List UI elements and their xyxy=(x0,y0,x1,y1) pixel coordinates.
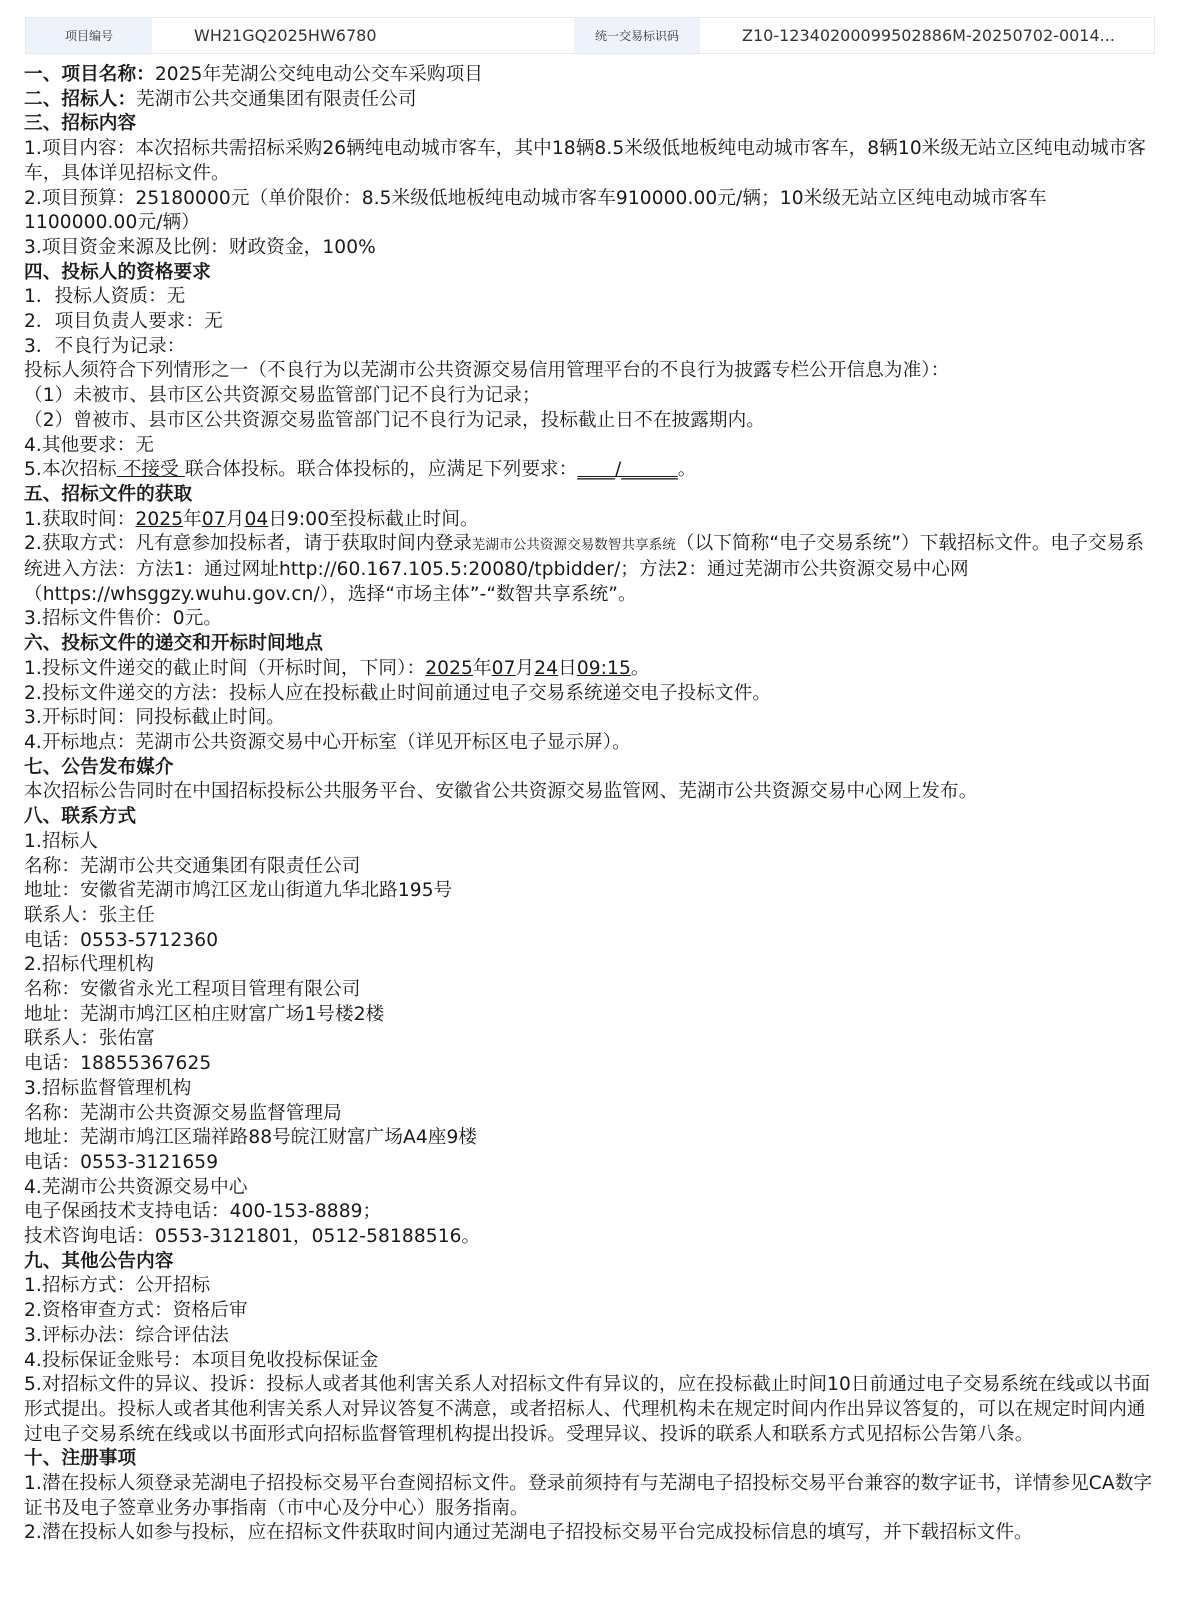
header-bar xyxy=(25,17,1155,54)
section-1 xyxy=(24,63,1160,88)
deadline-end: 。 xyxy=(630,657,650,679)
contact-line: 电话：0553-5712360 xyxy=(24,929,219,951)
bad-record-item: 3．不良行为记录： xyxy=(24,335,186,357)
obtain-month: 07 xyxy=(201,508,226,530)
qualification-item: 1．投标人资质：无 xyxy=(24,286,186,308)
contact-line: 名称：芜湖市公共交通集团有限责任公司 xyxy=(24,855,361,877)
section-6-title: 六、投标文件的递交和开标时间地点 xyxy=(24,633,324,655)
project-no-label: 项目编号 xyxy=(26,18,152,53)
section-8-title: 八、联系方式 xyxy=(24,806,137,828)
deadline-year-unit: 年 xyxy=(472,657,492,679)
deadline-month: 07 xyxy=(491,657,516,679)
obtain-method xyxy=(24,532,1160,607)
contact-line: 地址：安徽省芜湖市鸠江区龙山街道九华北路195号 xyxy=(24,880,453,902)
contact-line: 名称：芜湖市公共资源交易监督管理局 xyxy=(24,1102,342,1124)
opening-time: 3.开标时间：同投标截止时间。 xyxy=(24,707,285,729)
media-item: 本次招标公告同时在中国招标投标公共服务平台、安徽省公共资源交易监管网、芜湖市公共资源交易中心网上发布。 xyxy=(24,781,978,803)
project-name: 2025年芜湖公交纯电动公交车采购项目 xyxy=(154,64,483,85)
contact-line: 联系人：张佑富 xyxy=(24,1028,155,1050)
contact-line: 4.芜湖市公共资源交易中心 xyxy=(24,1176,248,1198)
tenderer-name: 芜湖市公共交通集团有限责任公司 xyxy=(136,88,417,110)
obtain-time-end: 日9:00至投标截止时间。 xyxy=(268,508,479,530)
section-5-title: 五、招标文件的获取 xyxy=(24,483,193,505)
other-item: 1.招标方式：公开招标 xyxy=(24,1275,211,1297)
deadline xyxy=(24,657,1160,682)
contact-line: 地址：芜湖市鸠江区瑞祥路88号皖江财富广场A4座9楼 xyxy=(24,1127,478,1149)
contact-line: 电话：0553-3121659 xyxy=(24,1151,219,1173)
other-requirements: 4.其他要求：无 xyxy=(24,434,155,456)
doc-price: 3.招标文件售价：0元。 xyxy=(24,608,223,630)
deadline-time: 09:15 xyxy=(576,657,631,679)
obtain-method-post: （以下简称“电子交易系统”）下载招标文件。电子交易系统进入方法：方法1：通过网址http://60.167.105.5:20080/tpbidder/；方法2：通过芜湖市公共资源交易中心网（https://whsggzy.wuhu.gov.cn/），选择“市场主体”-“数智共享系统”。 xyxy=(24,533,1145,605)
contact-line: 2.招标代理机构 xyxy=(24,954,155,976)
contact-line: 1.招标人 xyxy=(24,830,99,852)
obtain-method-pre: 2.获取方式：凡有意参加投标者，请于获取时间内登录 xyxy=(24,533,472,555)
consortium-mid: 联合体投标。联合体投标的，应满足下列要求： xyxy=(184,459,578,481)
trade-code-label: 统一交易标识码 xyxy=(574,18,700,53)
section-1-label: 一、项目名称： xyxy=(24,64,155,85)
submit-method: 2.投标文件递交的方法：投标人应在投标截止时间前通过电子交易系统递交电子投标文件。 xyxy=(24,682,771,704)
consortium-pre: 5.本次招标 xyxy=(24,459,117,481)
system-name: 芜湖市公共资源交易数智共享系统 xyxy=(471,537,676,554)
bad-record-desc: 投标人须符合下列情形之一（不良行为以芜湖市公共资源交易信用管理平台的不良行为披露专栏公开信息为准）： xyxy=(24,360,950,382)
other-item: 5.对招标文件的异议、投诉：投标人或者其他利害关系人对招标文件有异议的，应在投标截止时间10日前通过电子交易系统在线或以书面形式提出。投标人或者其他利害关系人对异议答复不满意，或者招标人、代理机构未在规定时间内作出异议答复的，可以在规定时间内通过电子交易系统在线或以书面形式向招标监督管理机构提出投诉。受理异议、投诉的联系人和联系方式见招标公告第八条。 xyxy=(24,1374,1151,1445)
register-item: 2.潜在投标人如参与投标，应在招标文件获取时间内通过芜湖电子招投标交易平台完成投标信息的填写，并下载招标文件。 xyxy=(24,1522,1033,1544)
section-10-title: 十、注册事项 xyxy=(24,1448,137,1470)
obtain-time xyxy=(24,508,1160,533)
budget-item: 2.项目预算：25180000元（单价限价：8.5米级低地板纯电动城市客车910000.00元/辆；10米级无站立区纯电动城市客车1100000.00元/辆） xyxy=(24,187,1047,234)
consortium-item xyxy=(24,458,1160,483)
obtain-time-pre: 1.获取时间： xyxy=(24,508,136,530)
trade-code-value: Z10-12340200099502886M-20250702-0014... xyxy=(742,26,1115,45)
opening-place: 4.开标地点：芜湖市公共资源交易中心开标室（详见开标区电子显示屏）。 xyxy=(24,731,631,753)
deadline-day: 24 xyxy=(534,657,559,679)
project-no-value: WH21GQ2025HW6780 xyxy=(194,26,377,45)
contact-line: 地址：芜湖市鸠江区柏庄财富广场1号楼2楼 xyxy=(24,1003,385,1025)
section-3-title: 三、招标内容 xyxy=(24,113,137,135)
consortium-end: 。 xyxy=(677,459,697,481)
manager-item: 2．项目负责人要求：无 xyxy=(24,311,223,333)
section-4-title: 四、投标人的资格要求 xyxy=(24,261,211,283)
bad-record-case-1: （1）未被市、县市区公共资源交易监管部门记不良行为记录； xyxy=(24,385,541,407)
announcement-body xyxy=(24,63,1160,1546)
section-2-label: 二、招标人： xyxy=(24,88,137,110)
contact-line: 电话：18855367625 xyxy=(24,1053,212,1075)
other-item: 4.投标保证金账号：本项目免收投标保证金 xyxy=(24,1349,379,1371)
register-item: 1.潜在投标人须登录芜湖电子招投标交易平台查阅招标文件。登录前须持有与芜湖电子招投标交易平台兼容的数字证书，详情参见CA数字证书及电子签章业务办事指南（市中心及分中心）服务指南。 xyxy=(24,1473,1153,1519)
contact-line: 名称：安徽省永光工程项目管理有限公司 xyxy=(24,979,361,1001)
consortium-blank: ____/______ xyxy=(577,459,678,481)
obtain-year: 2025 xyxy=(135,508,184,530)
other-item: 3.评标办法：综合评估法 xyxy=(24,1324,229,1346)
consortium-accept: 不接受 xyxy=(116,459,185,481)
section-7-title: 七、公告发布媒介 xyxy=(24,756,174,778)
obtain-year-unit: 年 xyxy=(183,508,202,530)
deadline-year: 2025 xyxy=(425,657,473,679)
contact-line: 联系人：张主任 xyxy=(24,904,155,926)
contact-line: 3.招标监督管理机构 xyxy=(24,1077,192,1099)
section-2 xyxy=(24,88,1160,113)
bad-record-case-2: （2）曾被市、县市区公共资源交易监管部门记不良行为记录，投标截止日不在披露期内。 xyxy=(24,409,765,431)
funding-item: 3.项目资金来源及比例：财政资金，100% xyxy=(24,236,376,258)
section-9-title: 九、其他公告内容 xyxy=(24,1250,174,1272)
obtain-month-unit: 月 xyxy=(225,508,245,530)
obtain-day: 04 xyxy=(244,508,269,530)
deadline-month-unit: 月 xyxy=(515,657,535,679)
deadline-pre: 1.投标文件递交的截止时间（开标时间，下同）： xyxy=(24,657,426,679)
content-item: 1.项目内容：本次招标共需招标采购26辆纯电动城市客车，其中18辆8.5米级低地板纯电动城市客车，8辆10米级无站立区纯电动城市客车，具体详见招标文件。 xyxy=(24,138,1147,184)
contact-line: 电子保函技术支持电话：400-153-8889； xyxy=(24,1201,382,1223)
contact-line: 技术咨询电话：0553-3121801，0512-58188516。 xyxy=(24,1226,481,1248)
other-item: 2.资格审查方式：资格后审 xyxy=(24,1300,248,1322)
deadline-day-unit: 日 xyxy=(558,657,577,679)
